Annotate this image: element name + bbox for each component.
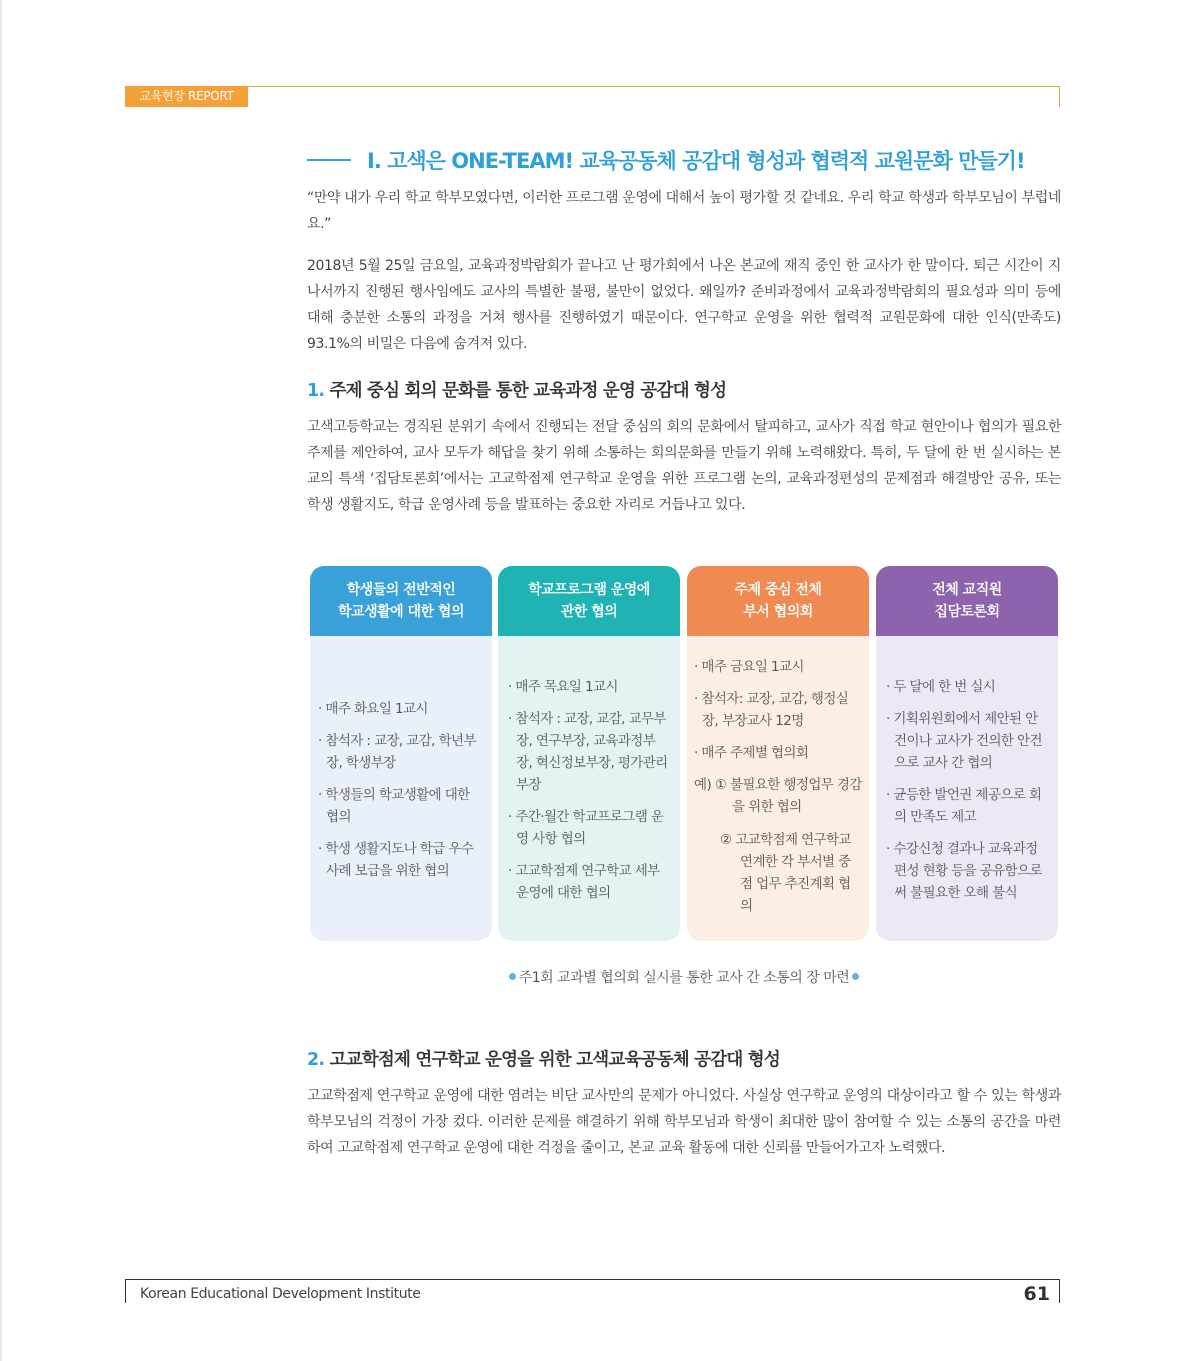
card-item: · 균등한 발언권 제공으로 회의 만족도 제고 <box>886 787 1042 825</box>
card-item-example: 예) ① 불필요한 행정업무 경감을 위한 협의 <box>694 777 862 815</box>
card-body <box>498 639 680 941</box>
subheading-2-text: 고교학점제 연구학교 운영을 위한 고색교육공동체 공감대 형성 <box>329 1050 781 1070</box>
bullet-dot-icon <box>509 973 516 980</box>
footer-organization: Korean Educational Development Institute <box>140 1286 421 1302</box>
card-head <box>310 566 492 636</box>
card-item: · 주간·월간 학교프로그램 운영 사항 협의 <box>508 809 664 847</box>
subsection-1-paragraph: 고색고등학교는 경직된 분위기 속에서 진행되는 전달 중심의 회의 문화에서 탈피하고, 교사가 직접 학교 현안이나 협의가 필요한 주제를 제안하여, 교사 모두가 해답을 찾기 위해 소통하는 회의문화를 만들기 위해 노력해왔다. 특히, 두 달에 한 번 실시하는 본교의 특색 ‘집담토론회’에서는 고교학점제 연구학교 운영을 위한 프로그램 논의, 교육과정편성의 문제점과 해결방안 공유, 또는 학생 생활지도, 학급 운영사례 등을 발표하는 중요한 자리로 거듭나고 있다. <box>307 419 1061 513</box>
card-body <box>687 639 869 941</box>
subheading-1-text: 주제 중심 회의 문화를 통한 교육과정 운영 공감대 형성 <box>329 381 727 401</box>
bullet-dot-icon <box>852 973 859 980</box>
card-item: · 매주 목요일 1교시 <box>508 679 618 695</box>
card-item: · 참석자: 교장, 교감, 행정실장, 부장교사 12명 <box>694 691 849 729</box>
card-department-meeting <box>687 566 869 941</box>
subheading-1 <box>307 377 1067 402</box>
caption-text: 주1회 교과별 협의회 실시를 통한 교사 간 소통의 장 마련 <box>518 970 850 986</box>
header-tag: 교육현장 REPORT <box>125 86 248 107</box>
card-all-staff-forum <box>876 566 1058 941</box>
card-item: · 학생 생활지도나 학급 우수사례 보급을 위한 협의 <box>318 841 474 879</box>
card-head <box>876 566 1058 636</box>
footer-rule-left <box>125 1279 126 1303</box>
footer-rule <box>125 1279 1060 1280</box>
card-head <box>687 566 869 636</box>
card-head-line: 학교프로그램 운영에 <box>528 582 650 598</box>
card-head-line: 학생들의 전반적인 <box>346 582 456 598</box>
quote-paragraph: “만약 내가 우리 학교 학부모였다면, 이러한 프로그램 운영에 대해서 높이 평가할 것 같네요. 우리 학교 학생과 학부모님이 부럽네요.” <box>307 190 1061 232</box>
card-student-life <box>310 566 492 941</box>
card-item: · 기획위원회에서 제안된 안건이나 교사가 건의한 안건으로 교사 간 협의 <box>886 711 1042 771</box>
page-left-edge <box>0 0 2 1361</box>
title-dash <box>307 159 351 161</box>
card-item: · 참석자 : 교장, 교감, 교무부장, 연구부장, 교육과정부장, 혁신정보부장, 평가관리부장 <box>508 711 668 793</box>
card-head-line: 집담토론회 <box>934 604 1000 620</box>
section-title <box>307 143 1067 177</box>
card-head-line: 전체 교직원 <box>932 582 1002 598</box>
card-head-line: 주제 중심 전체 <box>734 582 822 598</box>
card-school-program <box>498 566 680 941</box>
subheading-2 <box>307 1046 1067 1071</box>
figure-caption <box>307 967 1061 987</box>
card-item: · 매주 화요일 1교시 <box>318 701 428 717</box>
header-rule-end <box>1059 86 1060 107</box>
card-item: · 수강신청 결과나 교육과정 편성 현황 등을 공유함으로써 불필요한 오해 불식 <box>886 841 1042 901</box>
card-item-example: ② 고교학점제 연구학교 연계한 각 부서별 중점 업무 추진계획 협의 <box>720 832 851 914</box>
card-head-line: 관한 협의 <box>560 604 618 620</box>
subheading-1-number: 1. <box>307 381 325 401</box>
intro-paragraph: 2018년 5월 25일 금요일, 교육과정박람회가 끝나고 난 평가회에서 나온 본교에 재직 중인 한 교사가 한 말이다. 퇴근 시간이 지나서까지 진행된 행사임에도 교사의 특별한 불평, 불만이 없었다. 왜일까? 준비과정에서 교육과정박람회의 필요성과 의미 등에 대해 충분한 소통의 과정을 거쳐 행사를 진행하였기 때문이다. 연구학교 운영을 위한 협력적 교원문화에 대한 인식(만족도) 93.1%의 비밀은 다음에 숨겨져 있다. <box>307 258 1061 352</box>
card-head <box>498 566 680 636</box>
card-head-line: 학교생활에 대한 협의 <box>338 604 464 620</box>
subheading-2-number: 2. <box>307 1050 325 1070</box>
page-number: 61 <box>1023 1283 1050 1305</box>
card-item: · 학생들의 학교생활에 대한 협의 <box>318 787 470 825</box>
subsection-2-paragraph: 고교학점제 연구학교 운영에 대한 염려는 비단 교사만의 문제가 아니었다. 사실상 연구학교 운영의 대상이라고 할 수 있는 학생과 학부모님의 걱정이 가장 컸다. 이러한 문제를 해결하기 위해 학부모님과 학생이 최대한 많이 참여할 수 있는 소통의 공간을 마련하여 고교학점제 연구학교 운영에 대한 걱정을 줄이고, 본교 교육 활동에 대한 신뢰를 만들어가고자 노력했다. <box>307 1088 1061 1156</box>
card-item: · 고교학점제 연구학교 세부 운영에 대한 협의 <box>508 863 660 901</box>
card-item: · 매주 주제별 협의회 <box>694 745 809 761</box>
section-title-text: Ⅰ. 고색은 ONE-TEAM! 교육공동체 공감대 형성과 협력적 교원문화 만들기! <box>367 149 1025 173</box>
header-rule <box>248 86 1059 87</box>
card-body <box>876 639 1058 941</box>
card-head-line: 부서 협의회 <box>743 604 813 620</box>
card-item: · 매주 금요일 1교시 <box>694 659 804 675</box>
card-body <box>310 639 492 941</box>
card-item: · 두 달에 한 번 실시 <box>886 679 996 695</box>
footer-rule-right <box>1059 1279 1060 1303</box>
card-item: · 참석자 : 교장, 교감, 학년부장, 학생부장 <box>318 733 476 771</box>
